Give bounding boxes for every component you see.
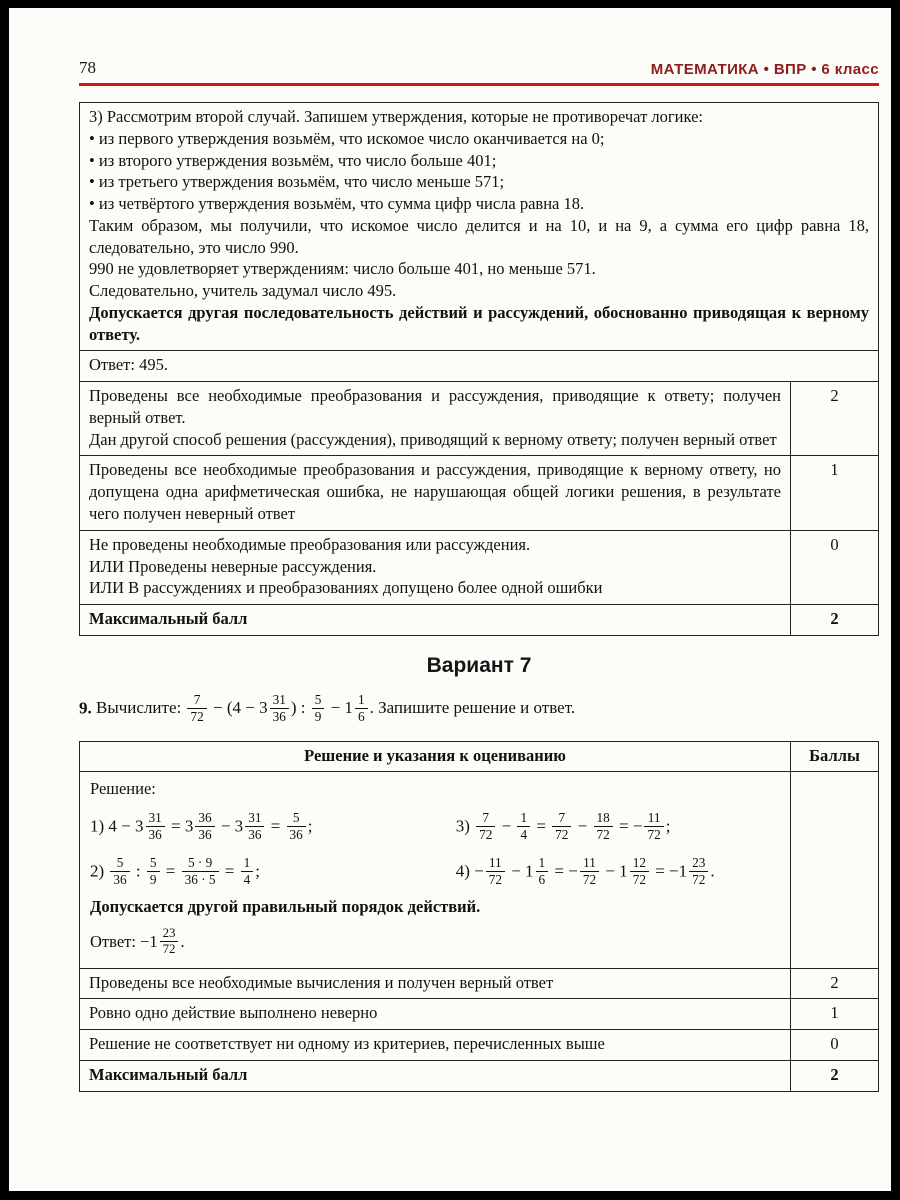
- solution-bullet: • из четвёртого утверждения возьмём, что сумма цифр числа равна 18.: [89, 194, 585, 214]
- solution-paragraph: Таким образом, мы получили, что искомое число делится и на 10, и на 9, а сумма его цифр равна 18, следовательно, это число 990.: [89, 215, 869, 257]
- solution-bullet: • из третьего утверждения возьмём, что число меньше 571;: [89, 172, 505, 192]
- criteria-score: 2: [791, 968, 879, 999]
- solution-bold-note: Допускается другой правильный порядок действий.: [90, 896, 481, 916]
- criteria-text: Проведены все необходимые вычисления и получен верный ответ: [80, 968, 791, 999]
- empty-score-cell: [791, 772, 879, 968]
- step-1: 1) 4 − 3 $\frac{31}{36}$ = 3 $\frac{36}{36}$ − 3 $\frac{31}{36}$ = $\frac{5}{36}$ ;: [90, 810, 313, 843]
- criteria-row: [80, 968, 879, 999]
- step-4: 4) − $\frac{11}{72}$ − 1 $\frac{1}{6}$ = − $\frac{11}{72}$ − 1 $\frac{12}{72}$ = −1 $\frac{23}{72}$ .: [455, 855, 715, 887]
- criteria-score: 0: [791, 1030, 879, 1061]
- criteria-paragraph: ИЛИ Проведены неверные рассуждения.: [89, 556, 377, 576]
- solution-paragraph: 990 не удовлетворяет утверждениям: число больше 401, но меньше 571.: [89, 259, 596, 279]
- criteria-paragraph: Проведены все необходимые преобразования и рассуждения, приводящие к верному ответу, но допущена одна арифметическая ошибка, не нарушающая общей логики решения, в результате чего получен неверный ответ: [89, 460, 781, 524]
- criteria-text: [80, 382, 791, 456]
- solution-label: Решение:: [90, 779, 156, 799]
- criteria-row: [80, 530, 879, 604]
- task8-answer-row: [80, 351, 879, 382]
- criteria-text: Решение не соответствует ни одному из критериев, перечисленных выше: [80, 1030, 791, 1061]
- criteria-row: [80, 456, 879, 530]
- criteria-text: [80, 530, 791, 604]
- max-score-row: [80, 1061, 879, 1092]
- header-title: МАТЕМАТИКА • ВПР • 6 класс: [650, 61, 879, 78]
- criteria-paragraph: Не проведены необходимые преобразования или рассуждения.: [89, 534, 531, 554]
- task8-scoring-table: [79, 102, 879, 636]
- criteria-paragraph: Проведены все необходимые преобразования и рассуждения, приводящие к ответу; получен верный ответ.: [89, 386, 781, 427]
- page-content: [9, 8, 891, 1092]
- max-score-label: Максимальный балл: [80, 605, 791, 636]
- step-2: 2) $\frac{5}{36}$ : $\frac{5}{9}$ = $\frac{5 \cdot 9}{36 \cdot 5}$ = $\frac{1}{4}$ ;: [90, 855, 260, 887]
- max-score-row: [80, 605, 879, 636]
- header-solution-col: Решение и указания к оцениванию: [80, 741, 791, 772]
- criteria-text: Ровно одно действие выполнено неверно: [80, 999, 791, 1030]
- problem-number: 9.: [79, 698, 92, 718]
- criteria-text: [80, 456, 791, 530]
- criteria-paragraph: Дан другой способ решения (рассуждения), приводящий к верному ответу; получен верный ответ: [89, 429, 777, 449]
- max-score-value: 2: [791, 1061, 879, 1092]
- criteria-score: 1: [791, 456, 879, 530]
- solution-bold-note: Допускается другая последовательность действий и рассуждений, обоснованно приводящая к верному ответу.: [89, 302, 869, 344]
- criteria-score: 0: [791, 530, 879, 604]
- header-points-col: Баллы: [791, 741, 879, 772]
- criteria-row: [80, 1030, 879, 1061]
- max-score-value: 2: [791, 605, 879, 636]
- criteria-row: [80, 382, 879, 456]
- task9-table-header: [80, 741, 879, 772]
- task9-solution-row: [80, 772, 879, 968]
- variant-heading: Вариант 7: [426, 653, 532, 677]
- solution-bullet: • из первого утверждения возьмём, что искомое число оканчивается на 0;: [89, 128, 605, 148]
- solution-paragraph: Следовательно, учитель задумал число 495.: [89, 281, 397, 301]
- criteria-paragraph: ИЛИ В рассуждениях и преобразованиях допущено более одной ошибки: [89, 578, 603, 598]
- max-score-label: Максимальный балл: [80, 1061, 791, 1092]
- step-3: 3) $\frac{7}{72}$ − $\frac{1}{4}$ = $\frac{7}{72}$ − $\frac{18}{72}$ = − $\frac{11}{72}$ ;: [455, 810, 671, 843]
- task9-answer: Ответ: −1 $\frac{23}{72}$ .: [90, 925, 185, 957]
- page-number: 78: [79, 58, 96, 77]
- solution-bullet: • из второго утверждения возьмём, что число больше 401;: [89, 150, 497, 170]
- criteria-score: 2: [791, 382, 879, 456]
- task8-solution-row: [80, 103, 879, 351]
- header-rule: [79, 83, 879, 86]
- task8-solution-cell: [80, 103, 879, 351]
- book-page: [9, 8, 891, 1191]
- task9-solution-cell: [80, 772, 791, 968]
- task8-answer-cell: Ответ: 495.: [80, 351, 879, 382]
- criteria-row: [80, 999, 879, 1030]
- problem-statement: [79, 691, 879, 725]
- task9-scoring-table: [79, 741, 879, 1092]
- criteria-score: 1: [791, 999, 879, 1030]
- page-header: [79, 58, 879, 78]
- solution-steps: [90, 812, 780, 888]
- solution-paragraph: 3) Рассмотрим второй случай. Запишем утверждения, которые не противоречат логике:: [89, 107, 703, 126]
- problem-math: Вычислите: $\frac{7}{72}$ − (4 − 3 $\frac{31}{36}$ ) : $\frac{5}{9}$ − 1 $\frac{1}{6}$ . Запишите решение и ответ.: [91, 691, 576, 724]
